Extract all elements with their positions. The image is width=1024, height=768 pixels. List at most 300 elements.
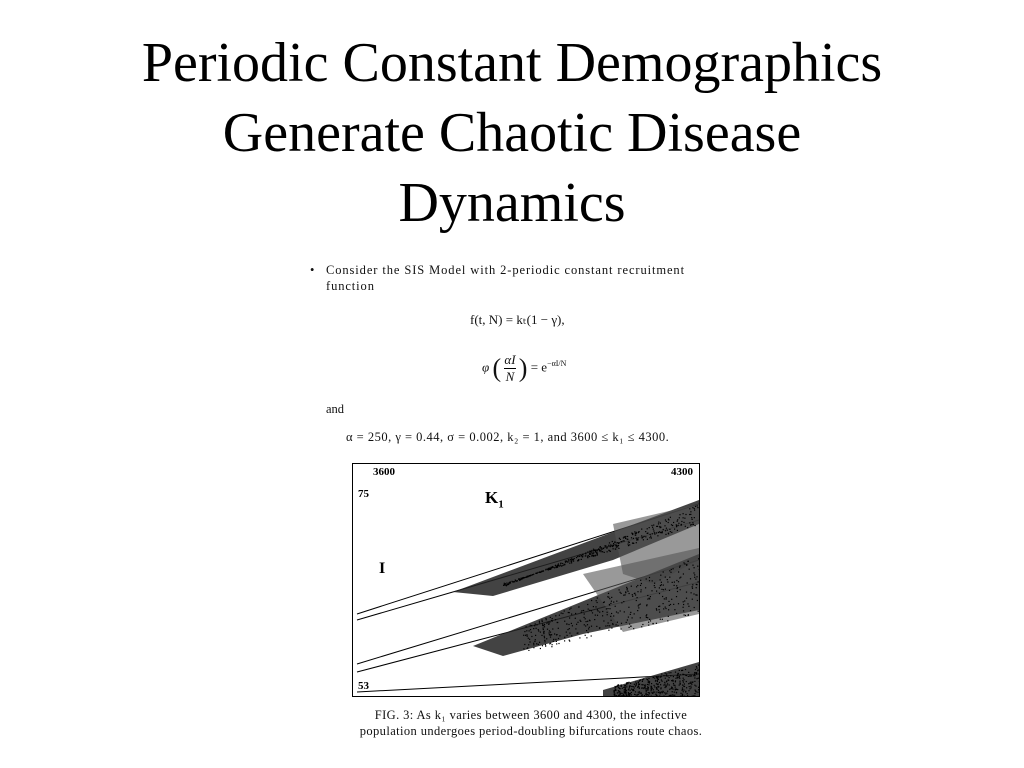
- scatter-point: [680, 565, 681, 566]
- scatter-point: [621, 593, 622, 594]
- scatter-point: [528, 638, 529, 639]
- scatter-point: [631, 689, 632, 690]
- scatter-point: [548, 622, 549, 623]
- scatter-point: [646, 617, 647, 618]
- scatter-point: [538, 572, 539, 573]
- scatter-point: [633, 628, 634, 629]
- scatter-point: [679, 517, 680, 518]
- scatter-point: [544, 626, 545, 627]
- scatter-point: [648, 696, 649, 697]
- scatter-point: [673, 683, 674, 684]
- scatter-point: [627, 591, 628, 592]
- scatter-point: [569, 633, 570, 634]
- scatter-point: [544, 641, 545, 642]
- scatter-point: [622, 695, 623, 696]
- scatter-point: [632, 594, 633, 595]
- scatter-point: [531, 632, 532, 633]
- bullet-text: Consider the SIS Model with 2-periodic constant recruitment function: [326, 263, 685, 293]
- scatter-point: [620, 688, 621, 689]
- scatter-point: [628, 693, 629, 694]
- scatter-point: [663, 589, 664, 590]
- scatter-point: [683, 562, 684, 563]
- scatter-point: [581, 610, 582, 611]
- scatter-point: [674, 609, 675, 610]
- scatter-point: [557, 622, 558, 623]
- scatter-point: [687, 693, 688, 694]
- scatter-point: [636, 539, 637, 540]
- scatter-point: [688, 615, 689, 616]
- scatter-point: [649, 580, 650, 581]
- scatter-point: [636, 542, 637, 543]
- scatter-point: [695, 525, 696, 526]
- scatter-point: [661, 679, 662, 680]
- bifurcation-plot: [353, 464, 699, 696]
- scatter-point: [607, 614, 608, 615]
- scatter-point: [639, 604, 640, 605]
- scatter-point: [564, 621, 565, 622]
- scatter-point: [569, 628, 570, 629]
- scatter-point: [533, 647, 534, 648]
- title-line-1: Periodic Constant Demographics: [141, 32, 883, 94]
- scatter-point: [697, 566, 698, 567]
- scatter-point: [683, 604, 684, 605]
- scatter-point: [640, 604, 641, 605]
- scatter-point: [592, 612, 593, 613]
- scatter-point: [694, 574, 695, 575]
- scatter-point: [589, 627, 590, 628]
- scatter-point: [634, 613, 635, 614]
- scatter-point: [569, 617, 570, 618]
- scatter-point: [653, 692, 654, 693]
- scatter-point: [554, 567, 555, 568]
- scatter-point: [688, 683, 689, 684]
- scatter-point: [677, 587, 678, 588]
- x-axis-label: $K_1$: [485, 488, 504, 511]
- scatter-point: [679, 514, 680, 515]
- scatter-point: [692, 588, 693, 589]
- scatter-point: [561, 613, 562, 614]
- scatter-point: [692, 584, 693, 585]
- scatter-point: [554, 633, 555, 634]
- scatter-point: [656, 692, 657, 693]
- scatter-point: [597, 597, 598, 598]
- scatter-point: [654, 685, 655, 686]
- scatter-point: [690, 682, 691, 683]
- scatter-point: [663, 603, 664, 604]
- scatter-point: [637, 591, 638, 592]
- scatter-point: [650, 536, 651, 537]
- scatter-point: [693, 572, 694, 573]
- scatter-point: [633, 538, 634, 539]
- scatter-point: [570, 608, 571, 609]
- scatter-point: [684, 600, 685, 601]
- scatter-point: [646, 605, 647, 606]
- scatter-point: [619, 538, 620, 539]
- scatter-point: [672, 689, 673, 690]
- scatter-point: [572, 625, 573, 626]
- scatter-point: [540, 648, 541, 649]
- scatter-point: [647, 694, 648, 695]
- scatter-point: [678, 603, 679, 604]
- scatter-point: [575, 618, 576, 619]
- scatter-point: [544, 624, 545, 625]
- scatter-point: [657, 678, 658, 679]
- scatter-point: [675, 689, 676, 690]
- scatter-point: [652, 688, 653, 689]
- scatter-point: [585, 625, 586, 626]
- scatter-point: [504, 584, 505, 585]
- scatter-point: [695, 506, 696, 507]
- scatter-point: [569, 641, 570, 642]
- scatter-point: [698, 687, 699, 688]
- scatter-point: [654, 534, 655, 535]
- scatter-point: [602, 615, 603, 616]
- scatter-point: [694, 508, 695, 509]
- scatter-point: [616, 624, 617, 625]
- scatter-point: [512, 581, 513, 582]
- scatter-point: [665, 530, 666, 531]
- scatter-point: [672, 525, 673, 526]
- scatter-point: [550, 617, 551, 618]
- scatter-point: [529, 630, 530, 631]
- scatter-point: [653, 677, 654, 678]
- scatter-point: [683, 679, 684, 680]
- scatter-point: [573, 560, 574, 561]
- scatter-point: [660, 579, 661, 580]
- scatter-point: [560, 563, 561, 564]
- scatter-point: [696, 595, 697, 596]
- scatter-point: [683, 610, 684, 611]
- scatter-point: [637, 610, 638, 611]
- scatter-point: [677, 677, 678, 678]
- scatter-point: [681, 521, 682, 522]
- scatter-point: [668, 609, 669, 610]
- scatter-point: [674, 685, 675, 686]
- scatter-point: [686, 687, 687, 688]
- scatter-point: [642, 624, 643, 625]
- scatter-point: [651, 690, 652, 691]
- scatter-point: [682, 689, 683, 690]
- scatter-point: [632, 543, 633, 544]
- scatter-point: [665, 519, 666, 520]
- scatter-point: [585, 553, 586, 554]
- scatter-point: [676, 585, 677, 586]
- scatter-point: [615, 549, 616, 550]
- scatter-point: [552, 566, 553, 567]
- scatter-point: [591, 600, 592, 601]
- scatter-point: [658, 676, 659, 677]
- scatter-point: [665, 673, 666, 674]
- scatter-point: [629, 593, 630, 594]
- scatter-point: [695, 686, 696, 687]
- scatter-point: [694, 695, 695, 696]
- scatter-point: [568, 612, 569, 613]
- scatter-point: [609, 542, 610, 543]
- scatter-point: [647, 617, 648, 618]
- scatter-point: [692, 507, 693, 508]
- scatter-point: [620, 693, 621, 694]
- scatter-point: [608, 630, 609, 631]
- scatter-point: [658, 606, 659, 607]
- scatter-point: [551, 634, 552, 635]
- title-line-2: Generate Chaotic Disease: [222, 102, 802, 164]
- scatter-point: [614, 542, 615, 543]
- scatter-point: [643, 684, 644, 685]
- scatter-point: [549, 621, 550, 622]
- figure-caption: [326, 707, 736, 739]
- scatter-point: [629, 685, 630, 686]
- scatter-point: [621, 602, 622, 603]
- scatter-point: [608, 622, 609, 623]
- scatter-point: [581, 559, 582, 560]
- scatter-point: [613, 602, 614, 603]
- scatter-point: [582, 554, 583, 555]
- scatter-point: [543, 629, 544, 630]
- scatter-point: [679, 682, 680, 683]
- scatter-point: [665, 607, 666, 608]
- scatter-point: [594, 619, 595, 620]
- scatter-point: [553, 639, 554, 640]
- scatter-point: [637, 597, 638, 598]
- scatter-point: [626, 683, 627, 684]
- scatter-point: [642, 681, 643, 682]
- scatter-point: [694, 685, 695, 686]
- scatter-point: [663, 696, 664, 697]
- scatter-point: [694, 567, 695, 568]
- scatter-point: [639, 680, 640, 681]
- scatter-point: [510, 582, 511, 583]
- scatter-point: [558, 643, 559, 644]
- scatter-point: [662, 619, 663, 620]
- scatter-point: [596, 552, 597, 553]
- scatter-point: [694, 517, 695, 518]
- scatter-point: [694, 674, 695, 675]
- scatter-point: [621, 623, 622, 624]
- scatter-point: [638, 537, 639, 538]
- scatter-point: [616, 547, 617, 548]
- scatter-point: [626, 686, 627, 687]
- scatter-point: [565, 562, 566, 563]
- scatter-point: [584, 617, 585, 618]
- scatter-point: [552, 621, 553, 622]
- scatter-point: [660, 527, 661, 528]
- scatter-point: [639, 688, 640, 689]
- scatter-point: [657, 526, 658, 527]
- scatter-point: [567, 635, 568, 636]
- scatter-point: [685, 669, 686, 670]
- scatter-point: [627, 539, 628, 540]
- scatter-point: [618, 545, 619, 546]
- scatter-point: [548, 623, 549, 624]
- scatter-point: [556, 634, 557, 635]
- scatter-point: [685, 691, 686, 692]
- scatter-point: [638, 694, 639, 695]
- scatter-point: [661, 674, 662, 675]
- y-max-label: 75: [358, 488, 369, 500]
- scatter-point: [671, 687, 672, 688]
- scatter-point: [609, 598, 610, 599]
- scatter-point: [635, 686, 636, 687]
- scatter-point: [665, 687, 666, 688]
- scatter-point: [683, 607, 684, 608]
- scatter-point: [663, 608, 664, 609]
- scatter-point: [638, 686, 639, 687]
- scatter-point: [588, 609, 589, 610]
- scatter-point: [661, 589, 662, 590]
- scatter-point: [599, 627, 600, 628]
- scatter-point: [660, 693, 661, 694]
- scatter-point: [649, 692, 650, 693]
- scatter-point: [628, 694, 629, 695]
- scatter-point: [526, 634, 527, 635]
- scatter-point: [544, 640, 545, 641]
- scatter-point: [558, 563, 559, 564]
- scatter-point: [599, 612, 600, 613]
- scatter-point: [577, 633, 578, 634]
- x-min-label: 3600: [373, 466, 395, 478]
- scatter-point: [612, 541, 613, 542]
- scatter-point: [584, 624, 585, 625]
- scatter-point: [631, 692, 632, 693]
- scatter-point: [677, 675, 678, 676]
- scatter-point: [593, 552, 594, 553]
- scatter-point: [630, 690, 631, 691]
- scatter-point: [659, 531, 660, 532]
- scatter-point: [640, 580, 641, 581]
- scatter-point: [696, 668, 697, 669]
- scatter-point: [682, 685, 683, 686]
- scatter-point: [575, 613, 576, 614]
- scatter-point: [521, 578, 522, 579]
- scatter-point: [687, 695, 688, 696]
- scatter-point: [669, 570, 670, 571]
- scatter-point: [667, 691, 668, 692]
- scatter-point: [643, 539, 644, 540]
- scatter-point: [541, 620, 542, 621]
- scatter-point: [684, 518, 685, 519]
- scatter-point: [648, 684, 649, 685]
- scatter-point: [550, 632, 551, 633]
- scatter-point: [623, 537, 624, 538]
- scatter-point: [676, 580, 677, 581]
- scatter-point: [648, 692, 649, 693]
- scatter-point: [627, 588, 628, 589]
- scatter-point: [624, 537, 625, 538]
- scatter-point: [656, 532, 657, 533]
- scatter-point: [648, 687, 649, 688]
- scatter-point: [566, 624, 567, 625]
- scatter-point: [543, 625, 544, 626]
- scatter-point: [645, 688, 646, 689]
- scatter-point: [638, 605, 639, 606]
- scatter-point: [696, 587, 697, 588]
- scatter-point: [671, 688, 672, 689]
- scatter-point: [621, 693, 622, 694]
- scatter-point: [641, 529, 642, 530]
- scatter-point: [619, 589, 620, 590]
- scatter-point: [674, 585, 675, 586]
- scatter-point: [615, 690, 616, 691]
- scatter-point: [616, 611, 617, 612]
- scatter-point: [690, 675, 691, 676]
- scatter-point: [541, 635, 542, 636]
- scatter-point: [535, 639, 536, 640]
- scatter-point: [651, 590, 652, 591]
- scatter-point: [602, 551, 603, 552]
- scatter-point: [658, 687, 659, 688]
- scatter-point: [666, 675, 667, 676]
- scatter-point: [597, 609, 598, 610]
- scatter-point: [542, 621, 543, 622]
- scatter-point: [671, 599, 672, 600]
- scatter-point: [604, 545, 605, 546]
- scatter-point: [580, 620, 581, 621]
- scatter-point: [663, 685, 664, 686]
- scatter-point: [680, 695, 681, 696]
- scatter-point: [607, 612, 608, 613]
- scatter-point: [694, 693, 695, 694]
- scatter-point: [549, 632, 550, 633]
- scatter-point: [603, 602, 604, 603]
- scatter-point: [649, 681, 650, 682]
- scatter-point: [654, 678, 655, 679]
- scatter-point: [626, 695, 627, 696]
- scatter-point: [576, 624, 577, 625]
- scatter-point: [596, 600, 597, 601]
- scatter-point: [653, 525, 654, 526]
- scatter-point: [641, 583, 642, 584]
- scatter-point: [650, 620, 651, 621]
- scatter-point: [664, 682, 665, 683]
- scatter-point: [666, 673, 667, 674]
- scatter-point: [627, 589, 628, 590]
- scatter-point: [528, 644, 529, 645]
- scatter-point: [591, 552, 592, 553]
- scatter-point: [578, 559, 579, 560]
- scatter-point: [625, 591, 626, 592]
- scatter-point: [647, 528, 648, 529]
- scatter-point: [632, 689, 633, 690]
- scatter-point: [594, 550, 595, 551]
- scatter-point: [628, 617, 629, 618]
- scatter-point: [642, 687, 643, 688]
- scatter-point: [656, 687, 657, 688]
- scatter-point: [564, 640, 565, 641]
- scatter-point: [683, 682, 684, 683]
- scatter-point: [587, 551, 588, 552]
- scatter-point: [683, 573, 684, 574]
- scatter-point: [660, 575, 661, 576]
- scatter-point: [614, 691, 615, 692]
- scatter-point: [610, 603, 611, 604]
- scatter-point: [577, 622, 578, 623]
- scatter-point: [684, 686, 685, 687]
- scatter-point: [568, 624, 569, 625]
- scatter-point: [656, 608, 657, 609]
- scatter-point: [603, 548, 604, 549]
- scatter-point: [659, 609, 660, 610]
- scatter-point: [622, 688, 623, 689]
- scatter-point: [688, 561, 689, 562]
- scatter-point: [638, 531, 639, 532]
- scatter-point: [692, 682, 693, 683]
- scatter-point: [664, 692, 665, 693]
- scatter-point: [671, 524, 672, 525]
- scatter-point: [677, 689, 678, 690]
- scatter-point: [682, 680, 683, 681]
- scatter-point: [553, 641, 554, 642]
- scatter-point: [629, 542, 630, 543]
